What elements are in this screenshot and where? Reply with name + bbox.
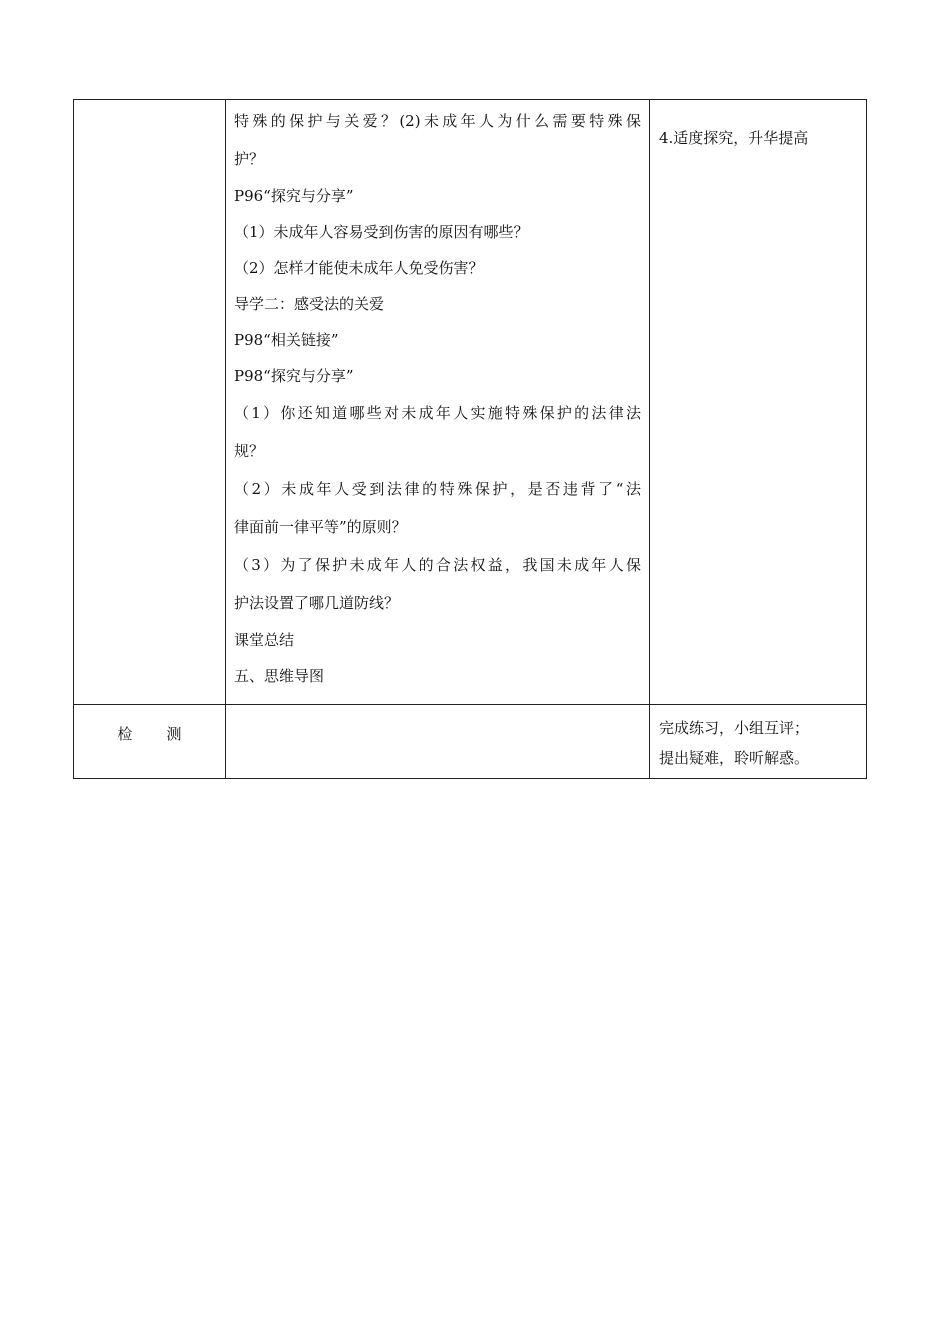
check-content-cell-empty bbox=[226, 705, 650, 779]
lesson-plan-table bbox=[73, 99, 867, 779]
lesson-row-main bbox=[74, 100, 867, 705]
teaching-intent-cell bbox=[650, 100, 867, 705]
content-line: 规？ bbox=[234, 442, 265, 460]
content-line: 律面前一律平等”的原则？ bbox=[234, 518, 407, 536]
section-heading: 五、思维导图 bbox=[234, 667, 325, 685]
section-label-check: 检测 bbox=[117, 725, 216, 743]
check-activity-cell bbox=[650, 705, 867, 779]
content-line: （1）你还知道哪些对未成年人实施特殊保护的法律法 bbox=[234, 404, 641, 422]
section-label-cell-empty bbox=[74, 100, 226, 705]
content-line: P96“探究与分享” bbox=[234, 187, 354, 205]
section-heading: 导学二：感受法的关爱 bbox=[234, 295, 385, 313]
check-activity-line: 完成练习，小组互评； bbox=[659, 719, 810, 737]
activity-content-cell bbox=[226, 100, 650, 705]
content-line: 护法设置了哪几道防线？ bbox=[234, 594, 400, 612]
section-label-cell bbox=[74, 705, 226, 779]
content-line: 护？ bbox=[234, 150, 265, 168]
section-heading: 课堂总结 bbox=[234, 631, 295, 649]
content-line: （2）未成年人受到法律的特殊保护，是否违背了“法 bbox=[234, 480, 641, 498]
content-line: （3）为了保护未成年人的合法权益，我国未成年人保 bbox=[234, 556, 641, 574]
check-activity-line: 提出疑难，聆听解惑。 bbox=[659, 749, 810, 767]
lesson-row-check bbox=[74, 705, 867, 779]
teaching-intent-note: 4.适度探究，升华提高 bbox=[659, 129, 809, 147]
content-line: （2）怎样才能使未成年人免受伤害？ bbox=[234, 259, 484, 277]
content-line: 特殊的保护与关爱？(2)未成年人为什么需要特殊保 bbox=[234, 112, 641, 130]
content-line: P98“相关链接” bbox=[234, 331, 339, 349]
content-line: P98“探究与分享” bbox=[234, 367, 354, 385]
content-line: （1）未成年人容易受到伤害的原因有哪些？ bbox=[234, 223, 529, 241]
